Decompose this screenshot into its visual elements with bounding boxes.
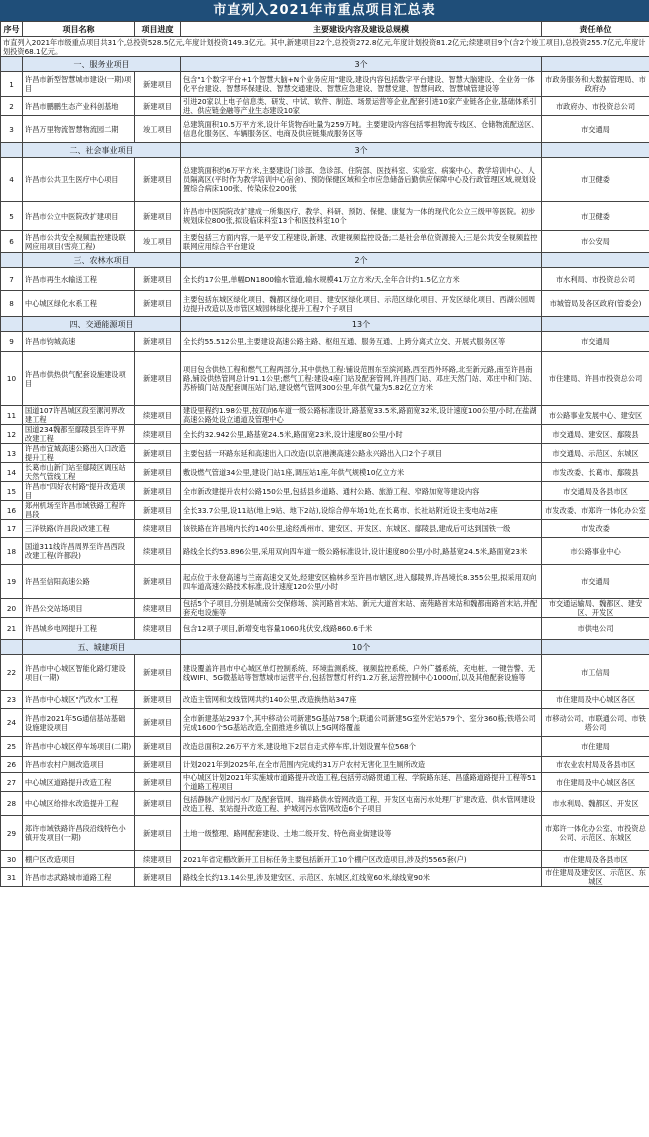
project-content: 包括5个子项目,分别是城南公交保修场、滨河路首末站、新元大道首末站、南苑路首末站和魏都南路首末站,并配套充电设施等 xyxy=(181,599,542,618)
project-content: 全长约55.512公里,主要建设高速公路主路、枢纽互通、服务互通、上跨分离式立交、开展式服务区等 xyxy=(181,332,542,352)
table-row xyxy=(1,868,649,887)
responsible-unit: 市水利局、魏都区、开发区 xyxy=(542,792,649,816)
responsible-unit: 市住建局及各县市区 xyxy=(542,851,649,868)
section-count: 13个 xyxy=(181,317,542,332)
project-name: 许昌市宜城高速公路出入口改造提升工程 xyxy=(23,444,135,463)
project-status: 新建项目 xyxy=(135,792,181,816)
project-status: 续建项目 xyxy=(135,425,181,444)
row-number: 2 xyxy=(1,97,23,116)
responsible-unit: 市公路事业发展中心、建安区 xyxy=(542,406,649,425)
project-content: 该铁路在许昌境内长约140公里,途经禹州市、建安区、开发区、东城区、鄢陵县,建成后可达到国铁一级 xyxy=(181,520,542,538)
project-name: 许昌市钧城高速 xyxy=(23,332,135,352)
project-name: 许昌市新型智慧城市建设(一期)项目 xyxy=(23,72,135,97)
project-content: 建设里程约1.98公里,按双向6车道一级公路标准设计,路基宽33.5米,路面宽32米,设计速度100公里/小时,在盐湖高速公路处设立通道及管理中心 xyxy=(181,406,542,425)
project-content: 主要包括一环路东延和高速出入口改造(以京港澳高速公路永兴路出入口2个子项目 xyxy=(181,444,542,463)
responsible-unit: 市农业农村局及各县市区 xyxy=(542,757,649,773)
table-row xyxy=(1,709,649,737)
table-row xyxy=(1,851,649,868)
col-header-name: 项目名称 xyxy=(23,22,135,37)
row-number: 28 xyxy=(1,792,23,816)
project-content: 引进20家以上电子信息类、研发、中试、软件、制造、场景运营等企业,配套引进10家产业链各企业,基础体系引进、供应链金融等产业生态建设10家 xyxy=(181,97,542,116)
table-row xyxy=(1,202,649,231)
section-title: 五、城建项目 xyxy=(23,640,181,655)
responsible-unit: 市供电公司 xyxy=(542,618,649,640)
table-row xyxy=(1,691,649,709)
section-row xyxy=(1,317,649,332)
table-row xyxy=(1,737,649,757)
project-name: 许昌市中心城区智能化路灯建设项目(一期) xyxy=(23,655,135,691)
project-name: 许昌市公共安全视频监控建设联网应用项目(雪亮工程) xyxy=(23,231,135,253)
row-number: 1 xyxy=(1,72,23,97)
project-status: 新建项目 xyxy=(135,97,181,116)
responsible-unit: 市交通局 xyxy=(542,565,649,599)
table-row xyxy=(1,425,649,444)
section-row xyxy=(1,143,649,158)
project-content: 项目包含供热工程和燃气工程两部分,其中供热工程:铺设范围东至滨河路,西至西外环路,北至新元路,南至许昌南路,铺设供热管网总计91.1公里;燃气工程:建设4座门站及配套管网,许昌西门站、邓庄天然门站、邓庄中和门站、苏桥镇门站及配套调压站门站,建设燃气管网300公里,年供气量为5.82亿立方米 xyxy=(181,352,542,406)
project-status: 竣工项目 xyxy=(135,231,181,253)
project-status: 新建项目 xyxy=(135,868,181,887)
section-count: 3个 xyxy=(181,57,542,72)
responsible-unit: 市水利局、市投资总公司 xyxy=(542,268,649,291)
responsible-unit: 市发改委、市郑许一体化办公室 xyxy=(542,501,649,520)
project-status: 新建项目 xyxy=(135,709,181,737)
project-name: 许昌市志武路城市道路工程 xyxy=(23,868,135,887)
table-row xyxy=(1,291,649,317)
project-status: 新建项目 xyxy=(135,158,181,202)
section-row xyxy=(1,253,649,268)
project-status: 续建项目 xyxy=(135,406,181,425)
project-name: 许昌市中心城区停车场项目(二期) xyxy=(23,737,135,757)
project-name: 许昌市农村户厕改造项目 xyxy=(23,757,135,773)
project-content: 许昌市中医院院改扩建成一所集医疗、教学、科研、预防、保健、康复为一体的现代化公立三级甲等医院。初步规划床位800张,拟设临床科室13个和医技科室10个 xyxy=(181,202,542,231)
project-status: 续建项目 xyxy=(135,599,181,618)
project-content: 全长约17公里,单幅DN1800输水管道,输水规模41万立方米/天,全年合计约1.5亿立方米 xyxy=(181,268,542,291)
responsible-unit: 市交通局 xyxy=(542,332,649,352)
row-number: 26 xyxy=(1,757,23,773)
summary-row xyxy=(1,37,649,57)
table-row xyxy=(1,482,649,501)
project-status: 新建项目 xyxy=(135,332,181,352)
project-status: 续建项目 xyxy=(135,538,181,565)
section-title: 三、农林水项目 xyxy=(23,253,181,268)
table-row xyxy=(1,792,649,816)
col-header-unit: 责任单位 xyxy=(542,22,649,37)
table-body xyxy=(1,37,649,887)
table-row xyxy=(1,538,649,565)
project-content: 全市新建基站2937个,其中移动公司新建5G基站758个;联通公司新建5G室外宏站579个、室分360栋;铁塔公司完成1600个5G基站改造,全面推进乡镇以上5G网络覆盖 xyxy=(181,709,542,737)
responsible-unit: 市公安局 xyxy=(542,231,649,253)
section-row xyxy=(1,640,649,655)
table-row xyxy=(1,816,649,851)
project-status: 续建项目 xyxy=(135,520,181,538)
responsible-unit: 市交通局 xyxy=(542,116,649,143)
section-count: 10个 xyxy=(181,640,542,655)
row-number: 10 xyxy=(1,352,23,406)
row-number: 18 xyxy=(1,538,23,565)
project-content: 改造主管网和支线管网共约140公里,改造换热站347座 xyxy=(181,691,542,709)
responsible-unit: 市郑许一体化办公室、市投资总公司、示范区、东城区 xyxy=(542,816,649,851)
table-row xyxy=(1,158,649,202)
project-content: 总建筑面积约6万平方米,主要建设门诊部、急诊部、住院部、医技科室、实验室、病案中心、教学培训中心、人员隔离区(平时作为教学培训中心宿舍)、预防保健区域和全市应急储备后勤供应保障中心及行政管理区域,规划设置综合病床100张、传染床位200张 xyxy=(181,158,542,202)
responsible-unit: 市发改委 xyxy=(542,520,649,538)
project-name: 许昌市2021年5G通信基站基础设施建设项目 xyxy=(23,709,135,737)
row-number: 23 xyxy=(1,691,23,709)
table-row xyxy=(1,444,649,463)
project-content: 主要包括东城区绿化项目、魏都区绿化项目、建安区绿化项目、示范区绿化项目、开发区绿化项目、西湖公园周边提升改造以及市管区城园林绿化提升工程7个子项目 xyxy=(181,291,542,317)
table-row xyxy=(1,116,649,143)
project-status: 新建项目 xyxy=(135,268,181,291)
project-content: 计划2021年到2025年,在全市范围内完成约31万户农村无害化卫生厕所改造 xyxy=(181,757,542,773)
project-name: 中心城区道路提升改造工程 xyxy=(23,773,135,792)
project-name: 中心城区给排水改造提升工程 xyxy=(23,792,135,816)
responsible-unit: 市交通局、示范区、东城区 xyxy=(542,444,649,463)
table-row xyxy=(1,757,649,773)
responsible-unit: 市交通局、建安区、鄢陵县 xyxy=(542,425,649,444)
project-name: 中心城区绿化水系工程 xyxy=(23,291,135,317)
project-content: 建设覆盖许昌市中心城区单灯控制系统、环境监测系统、视频监控系统、户外广播系统、充电桩、一键告警、无线WIFI、5G微基站等智慧城市运营平台,包括智慧灯杆约1.2万套,运营控制中心1000㎡,以及其他配套设施等 xyxy=(181,655,542,691)
project-status: 新建项目 xyxy=(135,72,181,97)
responsible-unit: 市住建局及中心城区各区 xyxy=(542,691,649,709)
responsible-unit: 市住建局及中心城区各区 xyxy=(542,773,649,792)
row-number: 27 xyxy=(1,773,23,792)
project-name: 棚户区改造项目 xyxy=(23,851,135,868)
project-content: 路线全长约53.896公里,采用双向四车道一级公路标准设计,设计速度80公里/小时,路基宽24.5米,路面宽23米 xyxy=(181,538,542,565)
table-row xyxy=(1,352,649,406)
project-status: 新建项目 xyxy=(135,816,181,851)
row-number: 11 xyxy=(1,406,23,425)
project-status: 新建项目 xyxy=(135,444,181,463)
project-status: 新建项目 xyxy=(135,737,181,757)
project-content: 全市新改建提升农村公路150公里,包括县乡道路、通村公路、旅游工程、窄路加宽等建设内容 xyxy=(181,482,542,501)
table-row xyxy=(1,618,649,640)
section-blank xyxy=(542,317,649,332)
project-status: 新建项目 xyxy=(135,202,181,231)
col-header-no: 序号 xyxy=(1,22,23,37)
table-row xyxy=(1,599,649,618)
row-number: 12 xyxy=(1,425,23,444)
responsible-unit: 市城管局及各区政府(管委会) xyxy=(542,291,649,317)
row-number: 20 xyxy=(1,599,23,618)
section-blank xyxy=(542,253,649,268)
project-status: 新建项目 xyxy=(135,463,181,482)
header-row xyxy=(1,22,649,37)
row-number: 5 xyxy=(1,202,23,231)
project-name: 许昌公交站场项目 xyxy=(23,599,135,618)
section-title: 四、交通能源项目 xyxy=(23,317,181,332)
row-number: 15 xyxy=(1,482,23,501)
table-row xyxy=(1,268,649,291)
row-number: 6 xyxy=(1,231,23,253)
project-name: 郑州机场至许昌市域铁路工程许昌段 xyxy=(23,501,135,520)
project-status: 新建项目 xyxy=(135,352,181,406)
col-header-status: 项目进度 xyxy=(135,22,181,37)
responsible-unit: 市卫健委 xyxy=(542,202,649,231)
table-row xyxy=(1,463,649,482)
row-number: 13 xyxy=(1,444,23,463)
project-content: 总建筑面积10.5万平方米,设计年货物吞吐量为259万吨。主要建设内容包括零担物流专线区、仓储物流配送区、信息化服务区、车辆服务区、电商及供应链集成服务区等 xyxy=(181,116,542,143)
project-content: 路线全长约13.14公里,涉及建安区、示范区、东城区,红线宽60米,绿线宽90米 xyxy=(181,868,542,887)
project-status: 新建项目 xyxy=(135,757,181,773)
responsible-unit: 市政府办、市投资总公司 xyxy=(542,97,649,116)
row-number: 7 xyxy=(1,268,23,291)
project-content: 土地一级整理、路网配套建设、土地二级开发、特色商业街建设等 xyxy=(181,816,542,851)
project-status: 续建项目 xyxy=(135,618,181,640)
row-number: 14 xyxy=(1,463,23,482)
project-name: 许昌市鹏鹏生态产业科创基地 xyxy=(23,97,135,116)
project-content: 起点位于永登高速与兰南高速交叉处,经建安区榆林乡至许昌市辖区,进入鄢陵界,许昌境长8.355公里,拟采用双向四车道高速公路技术标准,设计速度120公里/小时 xyxy=(181,565,542,599)
responsible-unit: 市工信局 xyxy=(542,655,649,691)
row-number: 21 xyxy=(1,618,23,640)
project-content: 全长33.7公里,设11站(地上9站、地下2站),设综合停车场1处,在长葛市、长社站附近设主变电站2座 xyxy=(181,501,542,520)
table-row xyxy=(1,520,649,538)
row-number: 24 xyxy=(1,709,23,737)
section-blank xyxy=(542,143,649,158)
section-blank xyxy=(1,57,23,72)
project-content: 敷设燃气管道34公里,建设门站1座,调压站1座,年供气规模10亿立方米 xyxy=(181,463,542,482)
col-header-content: 主要建设内容及建设总规模 xyxy=(181,22,542,37)
project-content: 包括静脉产业园污水厂及配套管网、瑞祥路供水管网改造工程、开发区屯南污水处理厂扩建改造、供水管网建设改造工程、泵站提升改造工程、护城河污水管网改造6个子项目 xyxy=(181,792,542,816)
project-name: 国道107许昌城区段至漯河界改建工程 xyxy=(23,406,135,425)
responsible-unit: 市发改委、长葛市、鄢陵县 xyxy=(542,463,649,482)
project-content: 包含"1个数字平台+1个智慧大脑+N个业务应用"建设,建设内容包括数字平台建设、智慧大脑建设、全业务一体化平台建设、智慧环保建设、智慧交通建设、智慧应急建设、智慧党建、智慧问政、智慧城管建设等 xyxy=(181,72,542,97)
table-row xyxy=(1,406,649,425)
table-row xyxy=(1,97,649,116)
responsible-unit: 市交通运输局、魏都区、建安区、开发区 xyxy=(542,599,649,618)
project-table xyxy=(0,21,649,887)
responsible-unit: 市移动公司、市联通公司、市铁塔公司 xyxy=(542,709,649,737)
project-content: 全长约32.942公里,路基宽24.5米,路面宽23米,设计速度80公里/小时 xyxy=(181,425,542,444)
table-row xyxy=(1,655,649,691)
project-status: 新建项目 xyxy=(135,291,181,317)
project-status: 新建项目 xyxy=(135,773,181,792)
row-number: 8 xyxy=(1,291,23,317)
project-status: 新建项目 xyxy=(135,655,181,691)
project-status: 新建项目 xyxy=(135,691,181,709)
section-blank xyxy=(1,143,23,158)
project-content: 改造总面积2.26万平方米,建设地下2层自走式停车库,计划设置车位568个 xyxy=(181,737,542,757)
project-status: 新建项目 xyxy=(135,565,181,599)
project-name: 许昌市公共卫生医疗中心项目 xyxy=(23,158,135,202)
row-number: 25 xyxy=(1,737,23,757)
table-row xyxy=(1,565,649,599)
project-name: 许昌城乡电网提升工程 xyxy=(23,618,135,640)
project-name: 三洋铁路(许昌段)改建工程 xyxy=(23,520,135,538)
responsible-unit: 市卫健委 xyxy=(542,158,649,202)
responsible-unit: 市公路事业中心 xyxy=(542,538,649,565)
responsible-unit: 市交通局及各县市区 xyxy=(542,482,649,501)
project-content: 2021年省定棚改新开工目标任务主要包括新开工10个棚户区改造项目,涉及约5565套(户) xyxy=(181,851,542,868)
row-number: 29 xyxy=(1,816,23,851)
project-name: 国道234魏都至鄢陵县至许平界改建工程 xyxy=(23,425,135,444)
table-row xyxy=(1,773,649,792)
section-row xyxy=(1,57,649,72)
table-row xyxy=(1,332,649,352)
responsible-unit: 市住建局、许昌市投资总公司 xyxy=(542,352,649,406)
responsible-unit: 市住建局 xyxy=(542,737,649,757)
section-blank xyxy=(1,253,23,268)
section-count: 2个 xyxy=(181,253,542,268)
row-number: 19 xyxy=(1,565,23,599)
project-status: 竣工项目 xyxy=(135,116,181,143)
section-blank xyxy=(542,57,649,72)
section-blank xyxy=(542,640,649,655)
row-number: 30 xyxy=(1,851,23,868)
project-status: 新建项目 xyxy=(135,501,181,520)
project-name: 郑许市域铁路许昌段沿线特色小镇开发项目(一期) xyxy=(23,816,135,851)
summary-text: 市直列入2021年市级重点项目共31个,总投资528.5亿元,年度计划投资149.3亿元。其中,新建项目22个,总投资272.8亿元,年度计划投资81.2亿元;续建项目9个(含2个竣工项目),总投资255.7亿元,年度计划投资68.1亿元。 xyxy=(1,37,649,57)
section-title: 二、社会事业项目 xyxy=(23,143,181,158)
row-number: 4 xyxy=(1,158,23,202)
table-row xyxy=(1,231,649,253)
row-number: 22 xyxy=(1,655,23,691)
project-status: 新建项目 xyxy=(135,482,181,501)
responsible-unit: 市住建局及建安区、示范区、东城区 xyxy=(542,868,649,887)
section-blank xyxy=(1,317,23,332)
project-name: 许昌市中心城区"汽改水"工程 xyxy=(23,691,135,709)
project-name: 许昌至信阳高速公路 xyxy=(23,565,135,599)
row-number: 16 xyxy=(1,501,23,520)
row-number: 17 xyxy=(1,520,23,538)
page-title: 市直列入2021年市重点项目汇总表 xyxy=(0,0,649,21)
project-content: 主要包括三方面内容,一是平安工程建设,新建、改建视频监控设备;二是社会单位资源接入;三是公共安全视频监控联网应用综合平台建设 xyxy=(181,231,542,253)
row-number: 9 xyxy=(1,332,23,352)
row-number: 3 xyxy=(1,116,23,143)
responsible-unit: 市政务服务和大数据管理局、市政府办 xyxy=(542,72,649,97)
project-content: 包含12项子项目,新增变电容量1060兆伏安,线路860.6千米 xyxy=(181,618,542,640)
project-status: 续建项目 xyxy=(135,851,181,868)
project-name: 长葛市山新门站至鄢陵区调压站天然气管线工程 xyxy=(23,463,135,482)
project-name: 许昌市再生水输送工程 xyxy=(23,268,135,291)
table-row xyxy=(1,501,649,520)
project-name: 国道311线许昌周界至许昌西段改建工程(许都段) xyxy=(23,538,135,565)
project-name: 许昌市"四好农村路"提升改造项目 xyxy=(23,482,135,501)
table-row xyxy=(1,72,649,97)
project-name: 许昌市供热供气配套设施建设项目 xyxy=(23,352,135,406)
project-content: 中心城区计划2021年实施城市道路提升改造工程,包括劳动路贯通工程、学院路东延、昌盛路道路提升工程等51个道路工程项目 xyxy=(181,773,542,792)
section-count: 3个 xyxy=(181,143,542,158)
section-title: 一、服务业项目 xyxy=(23,57,181,72)
section-blank xyxy=(1,640,23,655)
row-number: 31 xyxy=(1,868,23,887)
project-name: 许昌万里物流智慧物流园二期 xyxy=(23,116,135,143)
project-name: 许昌市公立中医院改扩建项目 xyxy=(23,202,135,231)
